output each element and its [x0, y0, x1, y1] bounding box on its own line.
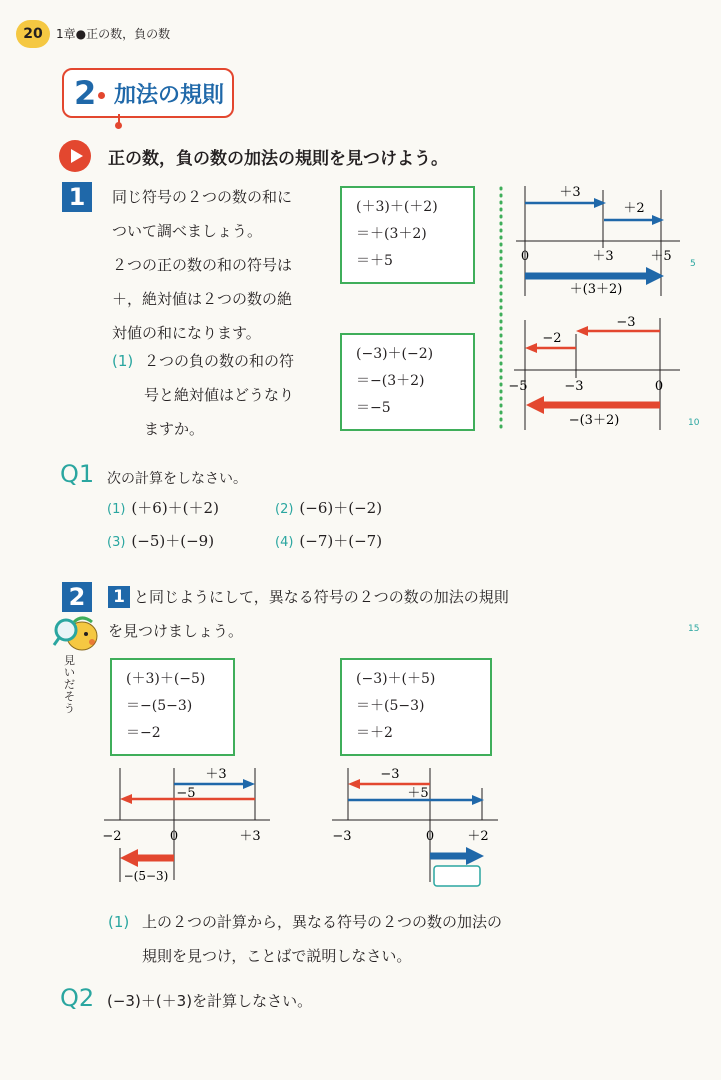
margin-line-10: 10 [688, 418, 700, 428]
number-line-pos-neg [98, 762, 278, 888]
q1-item-expr: (−5)＋(−9) [131, 532, 215, 550]
p1-question-number [112, 344, 133, 378]
fig4-arrow-b-label: ＋5 [407, 786, 429, 801]
fig2-tick: 0 [654, 379, 664, 394]
p2-q-line: 上の２つの計算から，異なる符号の２つの数の加法の [142, 913, 503, 931]
calc-line: (＋3)＋(−5) [126, 671, 206, 687]
fig3-arrow-b-label: −5 [176, 786, 196, 801]
section-title: 加法の規則 [114, 83, 225, 108]
calc-line: (＋3)＋(＋2) [356, 199, 438, 215]
p1-question-text [144, 344, 294, 446]
fig1-tick: ＋3 [592, 249, 614, 264]
calc-line: ＝−(3＋2) [356, 373, 425, 389]
p1-line: ２つの正の数の和の符号は [112, 256, 293, 274]
fig2-tick: −5 [508, 379, 528, 394]
q1-item-num: (2) [275, 502, 294, 517]
q1-item-expr: (＋6)＋(＋2) [131, 499, 219, 517]
section-number: 2 [74, 74, 97, 112]
p2-question-number [108, 905, 129, 939]
number-line-positive [508, 178, 688, 300]
mascot-label: 見いだそう [64, 654, 75, 715]
fig2-arrow-b-label: −2 [542, 331, 562, 346]
section-connector-dot [115, 122, 122, 129]
ref-problem-1-badge: 1 [108, 586, 130, 608]
q1-item-3 [107, 530, 214, 551]
calc-line: ＝−2 [126, 725, 161, 741]
margin-line-5: 5 [690, 259, 696, 269]
calc-line: ＝＋(5−3) [356, 698, 425, 714]
fig4-tick: 0 [425, 829, 435, 844]
fig4-arrow-a-label: −3 [380, 767, 400, 782]
answer-blank-box[interactable] [434, 866, 480, 886]
section-title-box [62, 68, 234, 118]
calc-line: ＝＋5 [356, 253, 393, 269]
fig2-tick: −3 [564, 379, 584, 394]
number-line-neg-pos [328, 762, 504, 890]
calc-line: (−3)＋(−2) [356, 346, 434, 362]
fig3-arrow-a-label: ＋3 [205, 767, 227, 782]
calc-line: (−3)＋(＋5) [356, 671, 436, 687]
fig3-tick: 0 [169, 829, 179, 844]
fig1-tick: 0 [520, 249, 530, 264]
p2-q-line: 規則を見つけ，ことばで説明しなさい。 [142, 947, 412, 965]
fig1-tick: ＋5 [650, 249, 672, 264]
p1-line: 同じ符号の２つの数の和に [112, 188, 293, 206]
p1-line: ついて調べましょう。 [112, 222, 263, 240]
chapter-title: 1章●正の数，負の数 [56, 27, 171, 41]
q1-item-num: (1) [107, 502, 126, 517]
problem-1-text [112, 180, 342, 350]
q1-label: Q1 [60, 460, 95, 488]
problem-1-badge: 1 [62, 182, 92, 212]
fig1-sum-label: ＋(3＋2) [569, 282, 623, 297]
p2-line-2: を見つけましょう。 [108, 622, 244, 640]
calc-line: ＝＋(3＋2) [356, 226, 427, 242]
margin-line-15: 15 [688, 624, 700, 634]
q2-text: (−3)＋(＋3)を計算しなさい。 [107, 992, 313, 1010]
page-number: 20 [16, 20, 50, 48]
p1-q-line: ますか。 [144, 420, 205, 438]
play-icon [59, 140, 91, 172]
p1-line: ＋，絶対値は２つの数の絶 [112, 290, 293, 308]
problem-2-badge: 2 [62, 582, 92, 612]
fig4-tick: ＋2 [467, 829, 489, 844]
fig3-result-label: −(5−3) [123, 869, 169, 883]
calc-line: ＝−5 [356, 400, 391, 416]
q1-item-expr: (−6)＋(−2) [299, 499, 383, 517]
dotted-separator [496, 186, 506, 434]
calc-box-negative [340, 333, 475, 431]
fig1-arrow-b-label: ＋2 [623, 201, 645, 216]
fig3-tick: ＋3 [239, 829, 261, 844]
p2-q-num: (1) [108, 913, 130, 931]
number-line-negative [508, 312, 688, 434]
fig2-arrow-a-label: −3 [616, 315, 636, 330]
calc-box-positive [340, 186, 475, 284]
p1-q-num: (1) [112, 352, 134, 370]
p1-line: 対値の和になります。 [112, 324, 261, 342]
q2-label: Q2 [60, 984, 95, 1012]
calc-box-neg-pos [340, 658, 492, 756]
p1-q-line: 号と絶対値はどうなり [144, 386, 295, 404]
fig2-sum-label: −(3＋2) [568, 413, 620, 428]
p2-question-text [142, 905, 502, 973]
magnifier-mascot-icon [52, 612, 100, 654]
fig3-tick: −2 [102, 829, 122, 844]
q1-text: 次の計算をしなさい。 [107, 471, 247, 487]
calc-line: ＝−(5−3) [126, 698, 193, 714]
calc-box-pos-neg [110, 658, 235, 756]
fig1-arrow-a-label: ＋3 [559, 185, 581, 200]
section-dot [98, 92, 105, 99]
q1-item-4 [275, 530, 382, 551]
q1-item-1 [107, 497, 219, 518]
q1-item-num: (4) [275, 535, 294, 550]
p2-line-1: と同じようにして，異なる符号の２つの数の加法の規則 [134, 588, 509, 606]
fig4-tick: −3 [332, 829, 352, 844]
intro-text: 正の数，負の数の加法の規則を見つけよう。 [108, 149, 448, 169]
q1-item-expr: (−7)＋(−7) [299, 532, 383, 550]
q1-item-2 [275, 497, 382, 518]
calc-line: ＝＋2 [356, 725, 393, 741]
p1-q-line: ２つの負の数の和の符 [144, 352, 295, 370]
q1-item-num: (3) [107, 535, 126, 550]
